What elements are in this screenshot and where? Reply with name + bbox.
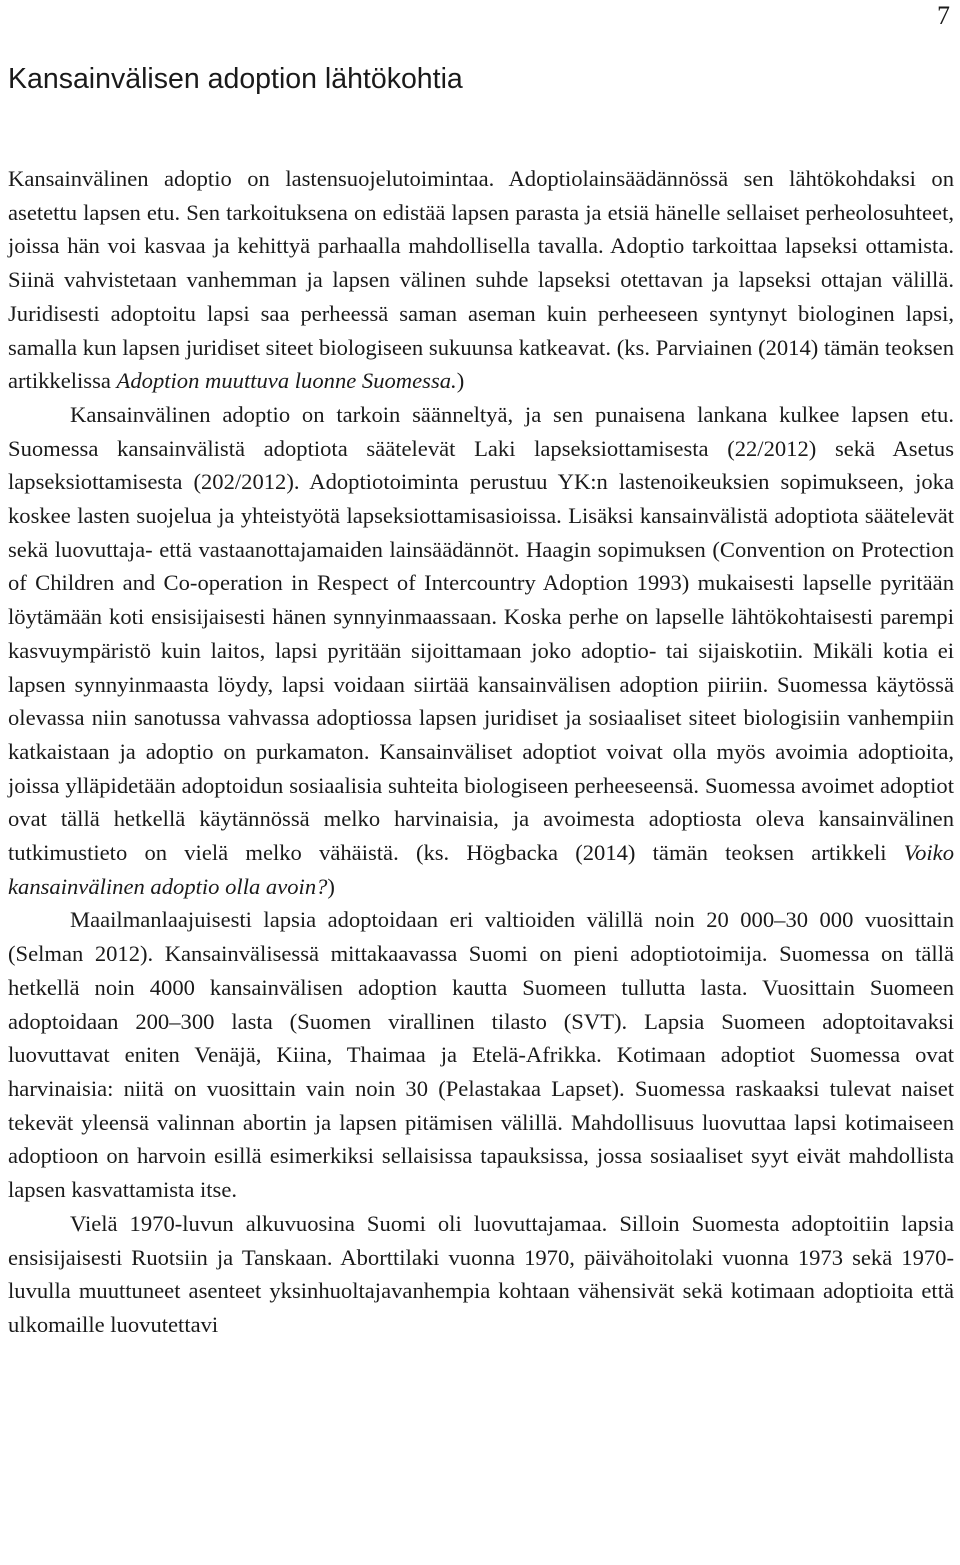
paragraph-statistics <box>8 903 954 1206</box>
italic-article-title: Adoption muuttuva luonne Suomessa. <box>116 368 457 394</box>
body-text <box>8 162 954 1342</box>
page-number: 7 <box>937 1 950 30</box>
chapter-title: Kansainvälisen adoption lähtökohtia <box>8 63 463 95</box>
paragraph-intro <box>8 162 954 398</box>
paragraph-text: ) <box>456 368 465 394</box>
paragraph-regulation <box>8 398 954 904</box>
paragraph-text: Vielä 1970-luvun alkuvuosina Suomi oli luovuttajamaa. Silloin Suomesta adoptoitiin lapsia ensisijaisesti Ruotsiin ja Tanskaan. Aborttilaki vuonna 1970, päivähoitolaki vuonna 1973 sekä 1970-luvulla muuttuneet asenteet yksinhuoltajavanhempia kohtaan vähensivät sekä kotimaan adoptioita että ulkomaille luovutettavi <box>8 1210 954 1337</box>
italic-article-title: Voiko kansainvälinen adoptio olla avoin? <box>8 840 954 899</box>
paragraph-text: ) <box>327 873 335 899</box>
paragraph-text: Maailmanlaajuisesti lapsia adoptoidaan eri valtioiden välillä noin 20 000–30 000 vuosittain (Selman 2012). Kansainvälisessä mittakaavassa Suomi on pieni adoptiotoimija. Suomessa on tällä hetkellä noin 4000 kansainvälisen adoption kautta Suomeen tullutta lasta. Vuosittain Suomeen adoptoidaan 200–300 lasta (Suomen virallinen tilasto (SVT). Lapsia Suomeen adoptoitavaksi luovuttavat eniten Venäjä, Kiina, Thaimaa ja Etelä-Afrikka. Kotimaan adoptiot Suomessa ovat harvinaisia: niitä on vuosittain vain noin 30 (Pelastakaa Lapset). Suomessa raskaaksi tulevat naiset tekevät yleensä valinnan abortin ja lapsen pitämisen välillä. Mahdollisuus luovuttaa lapsi kotimaiseen adoptioon on harvoin esillä esimerkiksi sellaisissa tapauksissa, jossa sosiaaliset syyt eivät mahdollista lapsen kasvattamista itse. <box>8 907 954 1203</box>
paragraph-history <box>8 1207 954 1342</box>
paragraph-text: Kansainvälinen adoptio on lastensuojelutoimintaa. Adoptiolainsäädännössä sen lähtökohdaksi on asetettu lapsen etu. Sen tarkoituksena on edistää lapsen parasta ja etsiä hänelle sellaiset perheolosuhteet, joissa hän voi kasvaa ja kehittyä parhaalla mahdollisella tavalla. Adoptio tarkoittaa lapseksi ottamista. Siinä vahvistetaan vanhemman ja lapsen välinen suhde lapseksi otettavan ja lapseksi ottajan välillä. Juridisesti adoptoitu lapsi saa perheessä saman aseman kuin perheeseen syntynyt biologinen lapsi, samalla kun lapsen juridiset siteet biologiseen sukuunsa katkeavat. (ks. Parviainen (2014) tämän teoksen artikkelissa <box>8 166 954 394</box>
paragraph-text: Kansainvälinen adoptio on tarkoin säänneltyä, ja sen punaisena lankana kulkee lapsen etu. Suomessa kansainvälistä adoptiota säätelevät Laki lapseksiottamisesta (22/2012) sekä Asetus lapseksiottamisesta (202/2012). Adoptiotoiminta perustuu YK:n lastenoikeuksien sopimukseen, joka koskee lasten suojelua ja yhteistyötä lapseksiottamisasioissa. Lisäksi kansainvälistä adoptiota säätelevät sekä luovuttaja- että vastaanottajamaiden lainsäädännöt. Haagin sopimuksen (Convention on Protection of Children and Co-operation in Respect of Intercountry Adoption 1993) mukaisesti lapselle pyritään löytämään koti ensisijaisesti hänen synnyinmaassaan. Koska perhe on lapselle lähtökohtaisesti parempi kasvuympäristö kuin laitos, lapsi pyritään sijoittamaan joko adoptio- tai sijaiskotiin. Mikäli kotia ei lapsen synnyinmaasta löydy, lapsi voidaan siirtää kansainvälisen adoption piiriin. Suomessa käytössä olevassa niin sanotussa vahvassa adoptiossa lapsen juridiset ja sosiaaliset siteet biologisiin vanhempiin katkaistaan ja adoptio on purkamaton. Kansainväliset adoptiot voivat olla myös avoimia adoptioita, joissa ylläpidetään adoptoidun sosiaalisia suhteita biologiseen perheeseensä. Suomessa avoimet adoptiot ovat tällä hetkellä käytännössä melko harvinaisia, ja avoimesta adoptiosta oleva kansainvälinen tutkimustieto on vielä melko vähäistä. (ks. Högbacka (2014) tämän teoksen artikkeli <box>8 401 954 866</box>
